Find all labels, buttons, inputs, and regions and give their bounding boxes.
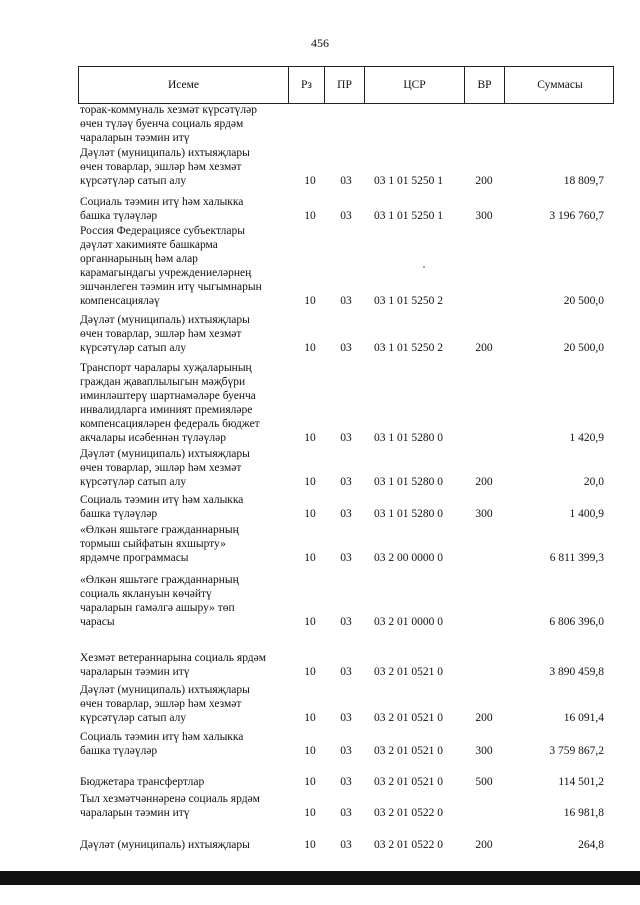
- row-name-line: дәүләт хакимияте башкарма: [80, 238, 218, 251]
- row-name-line: социаль яклануын көчәйтү: [80, 587, 212, 600]
- row-name-line: Социаль тәэмин итү һәм халыкка: [80, 196, 244, 208]
- row-name-line: башка түләүләр: [80, 744, 158, 757]
- row-csr: 03 1 01 5250 2: [374, 294, 443, 307]
- row-name-line: чараларын тәэмин итү: [80, 131, 190, 144]
- row-name-line: чараларын тәэмин итү: [80, 665, 190, 678]
- header-sum: Суммасы: [537, 79, 583, 91]
- row-name-line: Социаль тәэмин итү һәм халыкка: [80, 731, 244, 743]
- scan-border: [0, 871, 640, 885]
- row-rz: 10: [304, 507, 316, 520]
- row-sum: 20 500,0: [563, 294, 604, 307]
- row-sum: 20 500,0: [563, 341, 604, 354]
- row-rz: 10: [304, 744, 316, 757]
- row-name-line: Дәүләт (муниципаль) ихтыяҗлары: [80, 314, 250, 326]
- row-name-line: күрсәтүләр сатып алу: [80, 341, 187, 354]
- row-name-line: Тыл хезмәтчәннәренә социаль ярдәм: [80, 793, 260, 805]
- row-rz: 10: [304, 839, 316, 851]
- row-pr: 03: [340, 341, 352, 354]
- row-csr: 03 1 01 5280 0: [374, 431, 443, 444]
- row-sum: 114 501,2: [558, 776, 604, 788]
- row-name-line: өчен товарлар, эшләр һәм хезмәт: [80, 461, 242, 474]
- row-vr: 200: [475, 711, 493, 724]
- row-sum: 20,0: [583, 475, 604, 488]
- row-name: [80, 196, 288, 224]
- row-name-line: башка түләүләр: [80, 507, 158, 520]
- row-name-line: эшчәнлеген тәэмин итү чыгымнарын: [80, 280, 262, 293]
- row-pr: 03: [340, 839, 352, 851]
- row-sum: 6 806 396,0: [549, 615, 604, 628]
- row-name-line: өчен товарлар, эшләр һәм хезмәт: [80, 160, 242, 173]
- row-vr: 200: [475, 341, 493, 354]
- row-rz: 10: [304, 776, 316, 788]
- row-pr: 03: [340, 294, 352, 307]
- row-rz: 10: [304, 806, 316, 819]
- scan-speck: [423, 266, 425, 268]
- row-csr: 03 2 00 0000 0: [374, 551, 443, 564]
- row-pr: 03: [340, 665, 352, 678]
- row-sum: 264,8: [578, 839, 604, 851]
- header-pr: ПР: [325, 67, 365, 103]
- table-row: [78, 839, 614, 853]
- header-csr: ЦСР: [365, 67, 465, 103]
- row-name-line: Бюджетара трансфертлар: [80, 776, 205, 788]
- row-csr: 03 1 01 5250 1: [374, 209, 443, 222]
- row-pr: 03: [340, 744, 352, 757]
- row-name: [80, 839, 288, 853]
- table-row: [78, 314, 614, 356]
- row-sum: 6 811 399,3: [549, 551, 604, 564]
- row-name: [80, 448, 288, 490]
- row-rz: 10: [304, 551, 316, 564]
- row-pr: 03: [340, 806, 352, 819]
- row-name-line: күрсәтүләр сатып алу: [80, 711, 187, 724]
- row-pr: 03: [340, 174, 352, 187]
- row-pr: 03: [340, 711, 352, 724]
- row-rz: 10: [304, 209, 316, 222]
- row-name-line: «Өлкән яшьтәге гражданнарның: [80, 574, 239, 586]
- row-name-line: чараларын гамәлгә ашыру» төп: [80, 601, 235, 614]
- row-name-line: компенсацияләрен федераль бюджет: [80, 417, 260, 430]
- header-rz: Рз: [289, 67, 325, 103]
- row-sum: 3 890 459,8: [549, 665, 604, 678]
- row-rz: 10: [304, 665, 316, 678]
- row-name-line: Дәүләт (муниципаль) ихтыяҗлары: [80, 147, 250, 159]
- row-name: [80, 362, 288, 445]
- row-sum: 3 759 867,2: [549, 744, 604, 757]
- row-name-line: Дәүләт (муниципаль) ихтыяҗлары: [80, 448, 250, 460]
- row-name: [80, 776, 288, 790]
- row-name-line: органнарының һәм алар: [80, 252, 198, 265]
- row-rz: 10: [304, 615, 316, 628]
- row-name-line: Хезмәт ветераннарына социаль ярдәм: [80, 652, 267, 664]
- row-name-line: тормыш сыйфатын яхшырту»: [80, 537, 226, 550]
- table-row: [78, 147, 614, 189]
- row-name-line: Социаль тәэмин итү һәм халыкка: [80, 494, 244, 506]
- table-row: [78, 104, 614, 146]
- row-sum: 1 420,9: [569, 431, 604, 444]
- row-sum: 3 196 760,7: [549, 209, 604, 222]
- row-name-line: компенсацияләү: [80, 294, 160, 307]
- row-name: [80, 652, 288, 680]
- row-rz: 10: [304, 294, 316, 307]
- row-name-line: Дәүләт (муниципаль) ихтыяҗлары: [80, 839, 250, 851]
- table-row: [78, 793, 614, 821]
- row-rz: 10: [304, 431, 316, 444]
- row-vr: 300: [475, 209, 493, 222]
- row-name-line: Дәүләт (муниципаль) ихтыяҗлары: [80, 684, 250, 696]
- row-name-line: ярдәмче программасы: [80, 551, 189, 564]
- row-csr: 03 1 01 5280 0: [374, 507, 443, 520]
- row-name: [80, 793, 288, 821]
- table-row: [78, 494, 614, 522]
- table-header: [78, 66, 614, 104]
- row-pr: 03: [340, 431, 352, 444]
- row-name: [80, 684, 288, 726]
- row-rz: 10: [304, 341, 316, 354]
- row-name-line: Россия Федерациясе субъектлары: [80, 225, 246, 237]
- row-pr: 03: [340, 551, 352, 564]
- row-name-line: өчен товарлар, эшләр һәм хезмәт: [80, 697, 242, 710]
- row-name-line: күрсәтүләр сатып алу: [80, 475, 187, 488]
- row-pr: 03: [340, 776, 352, 788]
- row-name: [80, 314, 288, 356]
- row-name: [80, 147, 288, 189]
- row-csr: 03 1 01 5250 2: [374, 341, 443, 354]
- row-rz: 10: [304, 711, 316, 724]
- row-csr: 03 2 01 0521 0: [374, 744, 443, 757]
- row-name: [80, 574, 288, 630]
- row-name-line: чарасы: [80, 615, 115, 628]
- row-pr: 03: [340, 475, 352, 488]
- row-sum: 1 400,9: [569, 507, 604, 520]
- row-csr: 03 1 01 5280 0: [374, 475, 443, 488]
- row-name-line: «Өлкән яшьтәге гражданнарның: [80, 524, 239, 536]
- table-row: [78, 196, 614, 224]
- row-csr: 03 2 01 0522 0: [374, 806, 443, 819]
- row-csr: 03 2 01 0522 0: [374, 839, 443, 851]
- table-row: [78, 225, 614, 308]
- row-name-line: өчен товарлар, эшләр һәм хезмәт: [80, 327, 242, 340]
- row-name-line: акчалары исәбеннән түләүләр: [80, 431, 226, 444]
- row-vr: 500: [475, 776, 493, 788]
- row-name-line: граждан җаваплылыгын мәҗбүри: [80, 375, 246, 388]
- row-vr: 200: [475, 839, 493, 851]
- row-csr: 03 2 01 0521 0: [374, 776, 443, 788]
- row-rz: 10: [304, 174, 316, 187]
- table-row: [78, 448, 614, 490]
- row-vr: 300: [475, 744, 493, 757]
- page-number: 456: [311, 36, 329, 50]
- row-sum: 16 981,8: [563, 806, 604, 819]
- header-name: Исеме: [79, 67, 289, 103]
- row-sum: 18 809,7: [563, 174, 604, 187]
- row-name: [80, 225, 288, 308]
- row-name: [80, 524, 288, 566]
- table-row: [78, 574, 614, 630]
- row-vr: 300: [475, 507, 493, 520]
- header-vr: ВР: [465, 67, 505, 103]
- row-csr: 03 1 01 5250 1: [374, 174, 443, 187]
- row-csr: 03 2 01 0521 0: [374, 665, 443, 678]
- row-pr: 03: [340, 209, 352, 222]
- table-row: [78, 684, 614, 726]
- row-name-line: өчен түләү буенча социаль ярдәм: [80, 117, 244, 130]
- row-pr: 03: [340, 507, 352, 520]
- table-row: [78, 731, 614, 759]
- row-name-line: инвалидларга иминият премияләре: [80, 403, 253, 416]
- row-name-line: Транспорт чаралары хуҗаларының: [80, 362, 252, 374]
- table-row: [78, 652, 614, 680]
- row-rz: 10: [304, 475, 316, 488]
- table-row: [78, 524, 614, 566]
- row-name: [80, 494, 288, 522]
- budget-table: [78, 66, 614, 851]
- row-pr: 03: [340, 615, 352, 628]
- row-name-line: карамагындагы учреждениеләрнең: [80, 266, 252, 279]
- row-vr: 200: [475, 174, 493, 187]
- row-name-line: чараларын тәэмин итү: [80, 806, 190, 819]
- row-csr: 03 2 01 0000 0: [374, 615, 443, 628]
- row-csr: 03 2 01 0521 0: [374, 711, 443, 724]
- table-row: [78, 776, 614, 790]
- row-sum: 16 091,4: [563, 711, 604, 724]
- row-name: [80, 104, 288, 146]
- row-name-line: торак-коммуналь хезмәт күрсәтүләр: [80, 104, 257, 116]
- row-name: [80, 731, 288, 759]
- row-name-line: иминләштерү шартнамәләре буенча: [80, 389, 256, 402]
- row-vr: 200: [475, 475, 493, 488]
- row-name-line: күрсәтүләр сатып алу: [80, 174, 187, 187]
- table-row: [78, 362, 614, 445]
- row-name-line: башка түләүләр: [80, 209, 158, 222]
